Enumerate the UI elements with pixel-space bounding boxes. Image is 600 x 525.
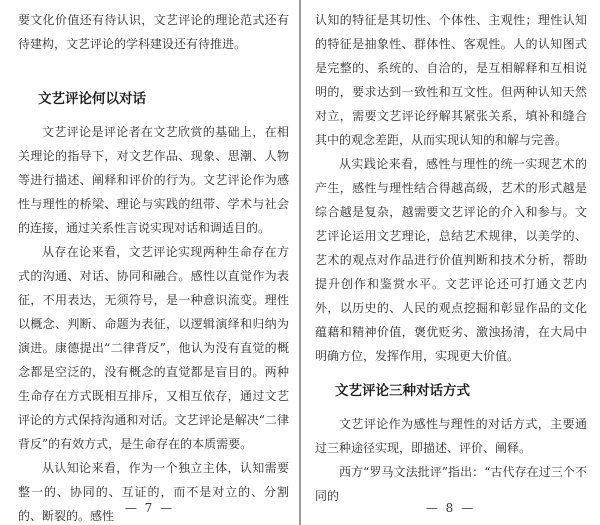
left-paragraph-2: 从存在论来看，文艺评论实现两种生命存在方式的沟通、对话、协同和融合。感性以直觉作为表征，不用表达，无须符号，是一种意识流变。理性以概念、判断、命题为表征，以逻辑演绎和归纳为演进。康德提出“二律背反”，他认为没有直觉的概念都是空泛的，没有概念的直觉都是盲目的。两种生命存在方式既相互排斥，又相互依存，通过文艺评论的方式保持沟通和对话。文艺评论是解决“二律背反”的有效方式，是生命存在的本质需要。: [18, 245, 289, 451]
section-heading-three-modes: 文艺评论三种对话方式: [335, 383, 470, 399]
right-body-top: [315, 8, 587, 368]
left-paragraph-1: 文艺评论是评论者在文艺欣赏的基础上，在相关理论的指导下，对文艺作品、现象、思潮、人物等进行描述、阐释和评价的行为。文艺评论作为感性与理性的桥梁、理论与实践的纽带、学术与社会的连接，通过关系性言说实现对话和调适目的。: [18, 125, 289, 235]
section-heading-dialogue: 文艺评论何以对话: [38, 91, 146, 107]
left-body: [18, 120, 289, 525]
right-paragraph-2: 文艺评论作为感性与理性的对话方式，主要通过三种途径实现，即描述、评价、阐释。: [315, 417, 587, 455]
right-body-bottom: [315, 412, 587, 508]
left-continued-text: 要文化价值还有待认识，文艺评论的理论范式还有待建构，文艺评论的学科建设还有待推进。: [18, 13, 289, 51]
left-page: [0, 0, 299, 525]
page-number-left: — 7 —: [124, 501, 175, 515]
left-paragraph-3: 从认知论来看，作为一个独立主体，认知需要整一的、协同的、互证的，而不是对立的、分割的、断裂的。感性: [18, 461, 289, 523]
left-continued-text-block: [18, 8, 289, 56]
right-continued-text: 认知的特征是其切性、个体性、主观性；理性认知的特征是抽象性、群体性、客观性。人的认知图式是完整的、系统的、自洽的，是互相解释和互相说明的，要求达到一致性和互文性。但两种认知天然对立，需要文艺评论纾解其紧张关系，填补和缝合其中的观念差距，从而实现认知的和解与完善。: [315, 13, 587, 147]
right-paragraph-1: 从实践论来看，感性与理性的统一实现艺术的产生，感性与理性结合得越高级，艺术的形式越是综合越是复杂，越需要文艺评论的介入和参与。文艺评论运用文艺理论，总结艺术规律，以美学的、艺术的观点对作品进行价值判断和技术分析，帮助提升创作和鉴赏水平。文艺评论还可打通文艺内外，以历史的、人民的观点挖掘和彰显作品的文化蕴藉和精神价值，褒优贬劣、激浊扬清，在大局中明确方位，发挥作用，实现更大价值。: [315, 157, 587, 363]
right-paragraph-3: 西方“罗马文法批评”指出：“古代存在过三个不同的: [315, 465, 587, 503]
page-number-right: — 8 —: [425, 501, 476, 515]
right-page: [301, 0, 600, 525]
